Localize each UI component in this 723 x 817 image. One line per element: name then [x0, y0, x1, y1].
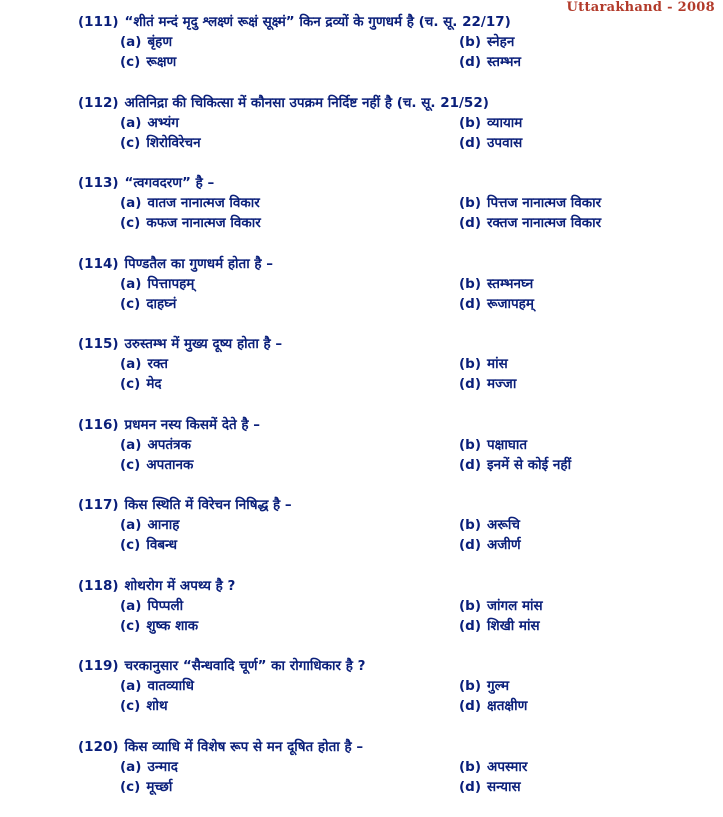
option-d: [459, 52, 699, 72]
option-d: [459, 213, 699, 233]
options-grid: [120, 193, 698, 233]
option-key: (a): [120, 437, 141, 453]
options-grid: [120, 32, 698, 72]
option-a: [120, 596, 459, 616]
option-b: [459, 435, 699, 455]
question-text: किस व्याधि में विशेष रूप से मन दूषित होता है –: [125, 739, 364, 755]
question-stem: [78, 656, 698, 676]
option-d: [459, 535, 699, 555]
question-text: “त्वगवदरण” है –: [125, 175, 215, 191]
option-a: [120, 354, 459, 374]
question-block: [78, 12, 698, 93]
question-block: [78, 173, 698, 254]
question-block: [78, 415, 698, 496]
question-block: [78, 495, 698, 576]
option-c: [120, 455, 459, 475]
option-text: शिरोविरेचन: [146, 135, 200, 151]
option-key: (b): [459, 759, 481, 775]
option-key: (a): [120, 195, 141, 211]
option-text: पिप्पली: [147, 598, 183, 614]
question-text: प्रधमन नस्य किसमें देते है –: [125, 417, 260, 433]
option-key: (a): [120, 678, 141, 694]
option-b: [459, 32, 699, 52]
option-a: [120, 435, 459, 455]
question-stem: [78, 495, 698, 515]
option-key: (c): [120, 698, 140, 714]
options-grid: [120, 676, 698, 716]
option-b: [459, 515, 699, 535]
option-c: [120, 616, 459, 636]
option-key: (b): [459, 34, 481, 50]
option-key: (d): [459, 135, 481, 151]
option-text: रूजापहम्: [487, 296, 534, 312]
options-grid: [120, 435, 698, 475]
question-text: अतिनिद्रा की चिकित्सा में कौनसा उपक्रम निर्दिष्ट नहीं है (च. सू. 21/52): [125, 95, 489, 111]
option-key: (a): [120, 34, 141, 50]
option-key: (c): [120, 215, 140, 231]
options-grid: [120, 596, 698, 636]
option-text: अभ्यंग: [147, 115, 178, 131]
option-text: रूक्षण: [146, 54, 176, 70]
option-text: व्यायाम: [487, 115, 522, 131]
option-b: [459, 676, 699, 696]
question-number: (111): [78, 14, 119, 30]
question-number: (115): [78, 336, 119, 352]
option-a: [120, 676, 459, 696]
option-key: (b): [459, 115, 481, 131]
option-b: [459, 596, 699, 616]
option-d: [459, 133, 699, 153]
question-number: (114): [78, 256, 119, 272]
option-d: [459, 294, 699, 314]
question-text: शोथरोग में अपथ्य है ?: [125, 578, 236, 594]
question-stem: [78, 93, 698, 113]
question-number: (118): [78, 578, 119, 594]
option-b: [459, 354, 699, 374]
options-grid: [120, 757, 698, 797]
option-key: (c): [120, 296, 140, 312]
option-d: [459, 455, 699, 475]
question-stem: [78, 173, 698, 193]
option-text: दाहघ्नं: [146, 296, 176, 312]
question-stem: [78, 334, 698, 354]
option-b: [459, 274, 699, 294]
option-c: [120, 52, 459, 72]
option-key: (b): [459, 517, 481, 533]
question-stem: [78, 737, 698, 757]
option-b: [459, 193, 699, 213]
option-text: इनमें से कोई नहीं: [487, 457, 571, 473]
options-grid: [120, 274, 698, 314]
option-text: शुष्क शाक: [146, 618, 198, 634]
option-c: [120, 133, 459, 153]
option-b: [459, 113, 699, 133]
question-text: “शीतं मन्दं मृदु श्लक्ष्णं रूक्षं सूक्ष्मं” किन द्रव्यों के गुणधर्म है (च. सू. 22/17): [125, 14, 511, 30]
option-key: (c): [120, 537, 140, 553]
options-grid: [120, 354, 698, 394]
option-text: मेद: [146, 376, 161, 392]
option-key: (b): [459, 195, 481, 211]
question-stem: [78, 254, 698, 274]
option-key: (b): [459, 437, 481, 453]
question-number: (120): [78, 739, 119, 755]
option-d: [459, 777, 699, 797]
option-key: (d): [459, 54, 481, 70]
option-key: (a): [120, 276, 141, 292]
option-text: क्षतक्षीण: [487, 698, 527, 714]
option-key: (d): [459, 537, 481, 553]
option-text: जांगल मांस: [487, 598, 543, 614]
question-text: पिण्डतैल का गुणधर्म होता है –: [125, 256, 274, 272]
option-text: उन्माद: [147, 759, 177, 775]
option-key: (c): [120, 457, 140, 473]
option-key: (d): [459, 376, 481, 392]
question-stem: [78, 415, 698, 435]
option-text: स्तम्भनघ्न: [487, 276, 533, 292]
question-number: (112): [78, 95, 119, 111]
question-stem: [78, 576, 698, 596]
option-text: अजीर्ण: [487, 537, 521, 553]
option-key: (c): [120, 376, 140, 392]
options-grid: [120, 515, 698, 555]
options-grid: [120, 113, 698, 153]
option-text: सन्यास: [487, 779, 521, 795]
question-block: [78, 737, 698, 817]
option-text: रक्तज नानात्मज विकार: [487, 215, 601, 231]
option-d: [459, 374, 699, 394]
option-text: उपवास: [487, 135, 522, 151]
option-key: (a): [120, 517, 141, 533]
option-a: [120, 32, 459, 52]
question-text: चरकानुसार “सैन्धवादि चूर्ण” का रोगाधिकार है ?: [125, 658, 366, 674]
option-text: मांस: [487, 356, 508, 372]
option-c: [120, 374, 459, 394]
option-text: शोथ: [146, 698, 167, 714]
option-key: (b): [459, 678, 481, 694]
question-number: (119): [78, 658, 119, 674]
question-block: [78, 254, 698, 335]
option-text: मूर्च्छा: [146, 779, 172, 795]
question-list: [78, 12, 698, 817]
option-text: बृंहण: [147, 34, 172, 50]
option-key: (c): [120, 779, 140, 795]
option-a: [120, 515, 459, 535]
option-c: [120, 213, 459, 233]
option-d: [459, 696, 699, 716]
option-text: अपतानक: [146, 457, 193, 473]
option-key: (d): [459, 457, 481, 473]
option-b: [459, 757, 699, 777]
option-key: (c): [120, 135, 140, 151]
option-c: [120, 294, 459, 314]
question-block: [78, 93, 698, 174]
option-key: (a): [120, 115, 141, 131]
option-text: पक्षाघात: [487, 437, 527, 453]
option-key: (a): [120, 598, 141, 614]
option-key: (c): [120, 54, 140, 70]
option-key: (b): [459, 598, 481, 614]
question-text: किस स्थिति में विरेचन निषिद्ध है –: [125, 497, 292, 513]
option-key: (b): [459, 276, 481, 292]
option-key: (b): [459, 356, 481, 372]
option-text: विबन्ध: [146, 537, 177, 553]
question-number: (113): [78, 175, 119, 191]
option-key: (d): [459, 698, 481, 714]
option-a: [120, 757, 459, 777]
option-text: पित्तापहम्: [147, 276, 194, 292]
option-text: शिखी मांस: [487, 618, 540, 634]
option-d: [459, 616, 699, 636]
option-key: (d): [459, 618, 481, 634]
option-key: (c): [120, 618, 140, 634]
option-text: स्तम्भन: [487, 54, 521, 70]
option-text: पित्तज नानात्मज विकार: [487, 195, 601, 211]
option-text: रक्त: [147, 356, 167, 372]
option-key: (a): [120, 759, 141, 775]
option-c: [120, 535, 459, 555]
option-key: (d): [459, 296, 481, 312]
exam-header-tag: Uttarakhand - 2008: [567, 0, 716, 15]
option-text: स्नेहन: [487, 34, 514, 50]
option-text: कफज नानात्मज विकार: [146, 215, 260, 231]
option-text: अपतंत्रक: [147, 437, 191, 453]
option-text: आनाह: [147, 517, 179, 533]
option-a: [120, 193, 459, 213]
option-a: [120, 274, 459, 294]
question-block: [78, 656, 698, 737]
question-block: [78, 576, 698, 657]
question-text: उरुस्तम्भ में मुख्य दूष्य होता है –: [125, 336, 283, 352]
option-text: वातज नानात्मज विकार: [147, 195, 259, 211]
option-text: वातव्याधि: [147, 678, 193, 694]
option-key: (d): [459, 779, 481, 795]
question-stem: [78, 12, 698, 32]
option-key: (d): [459, 215, 481, 231]
option-text: मज्जा: [487, 376, 516, 392]
question-number: (117): [78, 497, 119, 513]
question-block: [78, 334, 698, 415]
question-number: (116): [78, 417, 119, 433]
option-text: गुल्म: [487, 678, 509, 694]
option-a: [120, 113, 459, 133]
option-text: अरूचि: [487, 517, 520, 533]
option-c: [120, 696, 459, 716]
option-c: [120, 777, 459, 797]
option-text: अपस्मार: [487, 759, 527, 775]
option-key: (a): [120, 356, 141, 372]
